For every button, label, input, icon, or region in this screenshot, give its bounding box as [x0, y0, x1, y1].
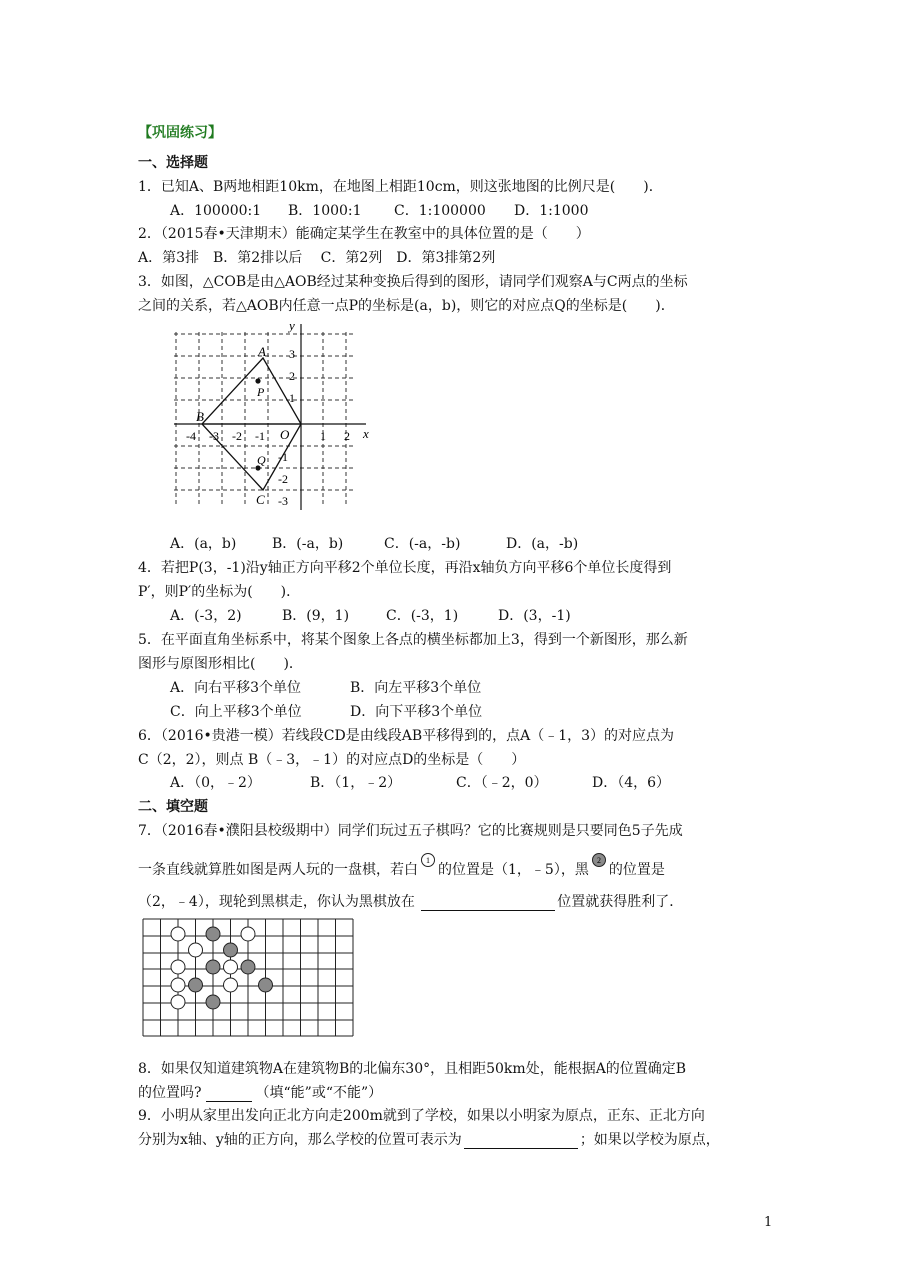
- white-stone-icon: [420, 852, 436, 868]
- label-origin: O: [280, 427, 290, 442]
- part1-title: 一、选择题: [138, 155, 208, 171]
- q4-option-b: B．(9，1): [282, 608, 350, 624]
- q1-option-a: A．100000:1: [170, 203, 262, 219]
- part2-title: 二、填空题: [138, 799, 208, 815]
- q8-line1: 8．如果仅知道建筑物A在建筑物B的北偏东30°，且相距50km处，能根据A的位置确定B: [138, 1061, 687, 1077]
- y-tick: 1: [289, 391, 295, 405]
- white-stone: [224, 960, 238, 974]
- q3-option-b: B．(-a，b): [272, 536, 344, 552]
- x-tick: 2: [344, 429, 350, 443]
- q1-option-d: D．1:1000: [514, 203, 589, 219]
- q7-line2-part2: 的位置是（1，﹣5），黑: [438, 862, 589, 878]
- q5-option-b: B．向左平移3个单位: [350, 680, 482, 696]
- y-tick: 2: [289, 369, 295, 383]
- q3-options: [170, 535, 578, 553]
- q9-line2: [138, 1131, 720, 1149]
- q8-line2-part2: （填“能”或“不能”）: [255, 1085, 383, 1101]
- page-number: 1: [764, 1215, 773, 1230]
- black-stone: [189, 978, 203, 992]
- q7-line2-part3: 的位置是: [608, 862, 665, 878]
- q6-option-a: A．（0，﹣2）: [170, 775, 261, 791]
- q3-line2: 之间的关系，若△AOB内任意一点P的坐标是(a，b)，则它的对应点Q的坐标是( )．: [138, 298, 675, 314]
- y-tick: -1: [278, 450, 288, 464]
- q1-option-c: C．1:100000: [394, 203, 486, 219]
- x-tick: 1: [320, 429, 326, 443]
- q5-options-row1: [170, 679, 481, 697]
- label-c: C: [256, 492, 265, 507]
- q5-line2: 图形与原图形相比( )．: [138, 656, 303, 672]
- x-tick: -2: [232, 429, 242, 443]
- q4-options: [170, 607, 571, 625]
- y-tick: -2: [278, 472, 288, 486]
- q6-options: [170, 774, 670, 792]
- q7-line3: [138, 893, 683, 911]
- q4-option-d: D．(3，-1): [498, 608, 571, 624]
- black-stone: [259, 978, 273, 992]
- q9-answer-blank[interactable]: [464, 1134, 578, 1149]
- x-tick: -4: [186, 429, 196, 443]
- y-tick: -3: [278, 494, 288, 508]
- q2-options: A．第3排 B．第2排以后 C．第2列 D．第3排第2列: [138, 250, 496, 266]
- q6-option-d: D．（4，6）: [592, 775, 671, 791]
- black-stone: [206, 995, 220, 1009]
- black-stone: [241, 960, 255, 974]
- white-stone: [171, 960, 185, 974]
- q1-option-b: B．1000:1: [288, 203, 362, 219]
- q3-option-c: C．(-a，-b): [384, 536, 461, 552]
- black-stone: [206, 960, 220, 974]
- section-title: 【巩固练习】: [138, 125, 222, 141]
- y-tick: 3: [289, 347, 295, 361]
- q3-option-d: D．(a，-b): [506, 536, 579, 552]
- q7-line2: [138, 852, 665, 879]
- q7-answer-blank[interactable]: [421, 896, 555, 911]
- q4-option-c: C．(-3，1): [386, 608, 459, 624]
- white-stone: [171, 995, 185, 1009]
- q5-line1: 5．在平面直角坐标系中，将某个图象上各点的横坐标都加上3，得到一个新图形，那么新: [138, 632, 688, 648]
- q5-option-c: C．向上平移3个单位: [170, 704, 302, 720]
- gomoku-board: [141, 917, 357, 1039]
- label-b: B: [196, 409, 204, 424]
- white-stone: [171, 978, 185, 992]
- q2-text: 2．（2015春•天津期末）能确定某学生在教室中的具体位置的是（ ）: [138, 226, 590, 242]
- q7-line2-part1: 一条直线就算胜如图是两人玩的一盘棋，若白: [138, 862, 418, 878]
- point-p: [255, 378, 260, 383]
- q9-line1: 9．小明从家里出发向正北方向走200m就到了学校，如果以小明家为原点，正东、正北方向: [138, 1108, 705, 1124]
- white-stone: [171, 927, 185, 941]
- q7-line1: 7．（2016春•濮阳县校级期中）同学们玩过五子棋吗？它的比赛规则是只要同色5子先成: [138, 823, 683, 839]
- q5-option-d: D．向下平移3个单位: [350, 704, 483, 720]
- q6-line1: 6．（2016•贵港一模）若线段CD是由线段AB平移得到的，点A（﹣1，3）的对应点为: [138, 728, 675, 744]
- q9-line2-part2: ；如果以学校为原点，: [579, 1132, 720, 1148]
- black-stone: [206, 927, 220, 941]
- q1-text: 1．已知A、B两地相距10km，在地图上相距10cm，则这张地图的比例尺是( )．: [138, 179, 663, 195]
- label-x-axis: x: [363, 426, 369, 441]
- q4-line1: 4．若把P(3，-1)沿y轴正方向平移2个单位长度，再沿x轴负方向平移6个单位长度得到: [138, 560, 672, 576]
- label-y-axis: y: [289, 318, 295, 333]
- q6-line2: C（2，2），则点 B（﹣3，﹣1）的对应点D的坐标是（ ）: [138, 752, 526, 768]
- q1-options: [170, 202, 588, 220]
- q8-line2-part1: 的位置吗?: [138, 1085, 202, 1101]
- label-q: Q: [257, 453, 266, 467]
- label-p: P: [257, 385, 265, 399]
- q9-line2-part1: 分别为x轴、y轴的正方向，那么学校的位置可表示为: [138, 1132, 462, 1148]
- q3-option-a: A．(a，b): [170, 536, 237, 552]
- q4-option-a: A．(-3，2): [170, 608, 242, 624]
- white-stone: [224, 978, 238, 992]
- x-tick: -3: [209, 429, 219, 443]
- q4-line2: P′，则P′的坐标为( )．: [138, 584, 301, 600]
- x-tick: -1: [255, 429, 265, 443]
- white-stone: [189, 943, 203, 957]
- q7-line3-part2: 位置就获得胜利了．: [557, 894, 684, 910]
- svg-text:2: 2: [596, 856, 601, 865]
- q6-option-b: B．（1，﹣2）: [310, 775, 402, 791]
- coordinate-figure: [166, 318, 376, 514]
- q8-line2: [138, 1084, 382, 1102]
- q7-line3-part1: （2，﹣4），现轮到黑棋走，你认为黑棋放在: [138, 894, 415, 910]
- q5-option-a: A．向右平移3个单位: [170, 680, 302, 696]
- white-stone: [241, 927, 255, 941]
- black-stone: [224, 943, 238, 957]
- q8-answer-blank[interactable]: [206, 1087, 252, 1102]
- q5-options-row2: [170, 703, 482, 721]
- black-stone-icon: [591, 852, 607, 868]
- label-a: A: [258, 344, 266, 359]
- q3-line1: 3．如图，△COB是由△AOB经过某种变换后得到的图形，请同学们观察A与C两点的坐标: [138, 274, 688, 290]
- svg-text:1: 1: [426, 856, 430, 865]
- q6-option-c: C．（﹣2，0）: [456, 775, 548, 791]
